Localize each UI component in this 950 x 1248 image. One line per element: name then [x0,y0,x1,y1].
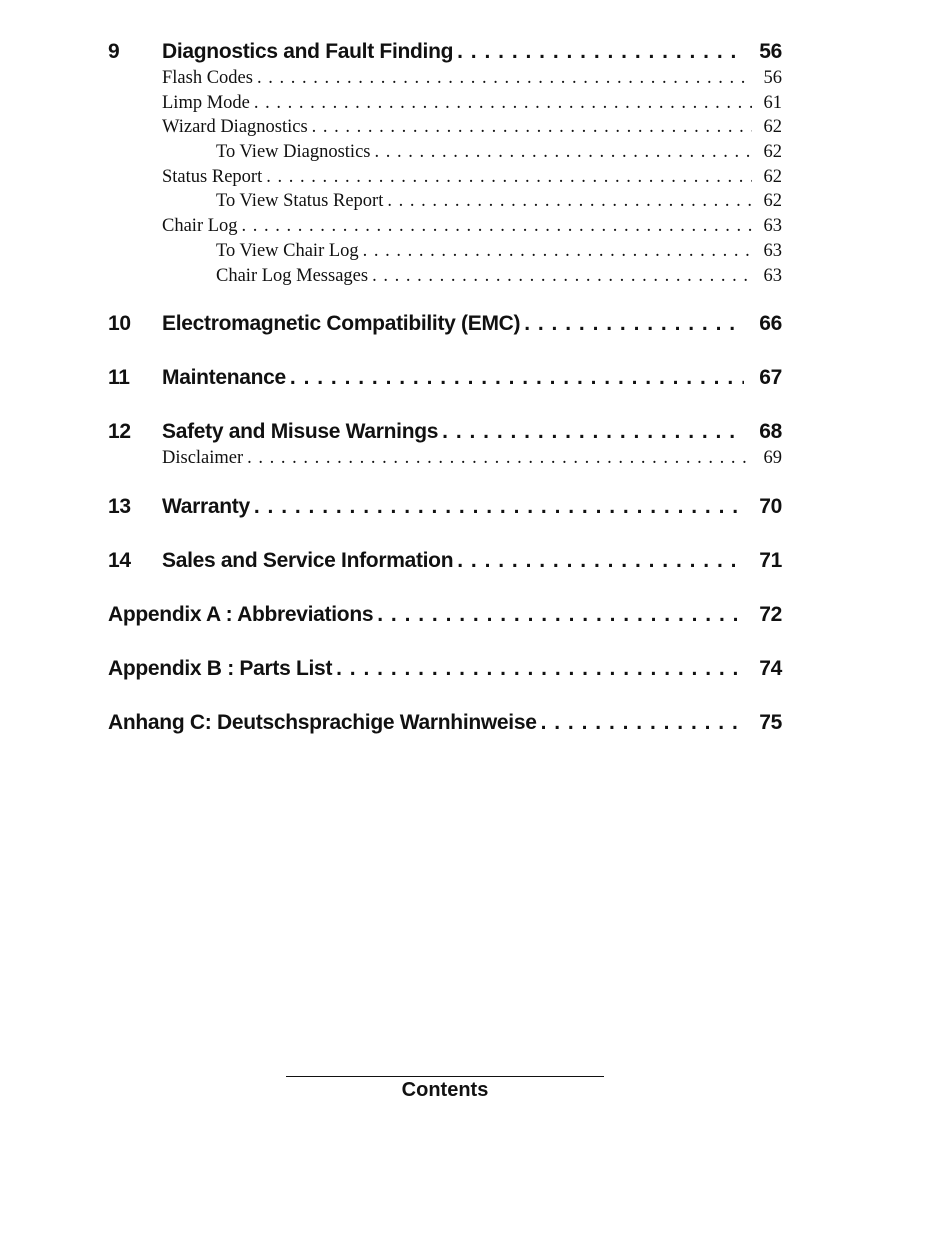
toc-section-status-report[interactable] [108,167,782,192]
dot-leader [457,549,744,573]
dot-leader [363,241,752,262]
spacer [108,340,782,366]
dot-leader [312,117,752,138]
dot-leader [254,495,744,519]
footer-rule [286,1076,604,1077]
spacer [108,394,782,420]
page-number: 63 [763,216,782,237]
page-number: 70 [759,494,782,518]
toc-chapter-12[interactable] [108,420,782,448]
page-number: 71 [759,548,782,572]
dot-leader [524,312,744,336]
toc-section-wizard-diagnostics[interactable] [108,117,782,142]
toc-subsection-view-chair-log[interactable] [108,241,782,266]
dot-leader [242,216,752,237]
dot-leader [442,420,744,444]
toc-section-disclaimer[interactable] [108,448,782,473]
page-number: 62 [763,117,782,138]
dot-leader [377,603,744,627]
page-number: 56 [759,40,782,63]
toc-chapter-10[interactable] [108,312,782,340]
page-number: 74 [759,656,782,680]
toc-subsection-view-diagnostics[interactable] [108,142,782,167]
toc-appendix-c[interactable] [108,711,782,739]
page-number: 69 [763,448,782,469]
table-of-contents [108,40,782,739]
toc-appendix-a[interactable] [108,603,782,631]
dot-leader [457,40,744,64]
toc-chapter-9[interactable] [108,40,782,68]
dot-leader [254,93,752,114]
chapter-title: Diagnostics and Fault Finding [162,40,454,63]
section-title: Wizard Diagnostics [162,117,308,138]
page-number: 56 [763,68,782,88]
dot-leader [375,142,753,163]
toc-section-chair-log[interactable] [108,216,782,241]
chapter-number: 14 [108,548,131,572]
spacer [108,290,782,312]
section-title: Limp Mode [162,92,250,113]
toc-chapter-11[interactable] [108,366,782,394]
chapter-number: 10 [108,312,131,336]
spacer [108,577,782,603]
page-number: 66 [759,312,782,336]
page-number: 62 [763,191,782,212]
spacer [108,523,782,549]
chapter-title: Warranty [162,494,250,518]
chapter-title: Maintenance [162,366,286,390]
footer-section-label: Contents [401,1079,489,1101]
dot-leader [266,167,752,188]
toc-subsection-chair-log-messages[interactable] [108,266,782,291]
page-number: 75 [759,710,782,734]
toc-section-flash-codes[interactable] [108,68,782,93]
page-number: 72 [759,602,782,626]
dot-leader [541,711,744,735]
chapter-number: 12 [108,420,131,444]
toc-chapter-13[interactable] [108,495,782,523]
section-title: Chair Log Messages [216,265,369,286]
section-title: Status Report [162,166,263,187]
dot-leader [290,366,744,390]
chapter-title: Electromagnetic Compatibility (EMC) [162,312,521,336]
page-number: 62 [763,142,782,163]
appendix-title: Appendix A : Abbreviations [108,602,374,626]
dot-leader [257,68,752,89]
page-number: 68 [759,420,782,444]
chapter-title: Safety and Misuse Warnings [162,420,439,444]
chapter-number: 9 [108,40,120,63]
page-number: 67 [759,366,782,390]
spacer [108,473,782,495]
spacer [108,631,782,657]
section-title: To View Chair Log [216,240,359,261]
page-number: 62 [763,166,782,187]
appendix-title: Anhang C: Deutschsprachige Warnhinweise [108,710,537,734]
toc-subsection-view-status-report[interactable] [108,191,782,216]
section-title: To View Diagnostics [216,142,371,163]
chapter-title: Sales and Service Information [162,548,454,572]
page-number: 61 [763,92,782,113]
section-title: To View Status Report [216,191,384,212]
section-title: Disclaimer [162,448,244,469]
dot-leader [387,191,752,212]
chapter-number: 13 [108,494,131,518]
page-number: 63 [763,265,782,286]
toc-chapter-14[interactable] [108,549,782,577]
toc-section-limp-mode[interactable] [108,93,782,118]
section-title: Flash Codes [162,68,253,88]
chapter-number: 11 [108,366,130,390]
section-title: Chair Log [162,216,238,237]
page-number: 63 [763,240,782,261]
dot-leader [336,657,744,681]
spacer [108,685,782,711]
appendix-title: Appendix B : Parts List [108,656,333,680]
dot-leader [247,448,752,469]
toc-appendix-b[interactable] [108,657,782,685]
dot-leader [372,266,752,287]
